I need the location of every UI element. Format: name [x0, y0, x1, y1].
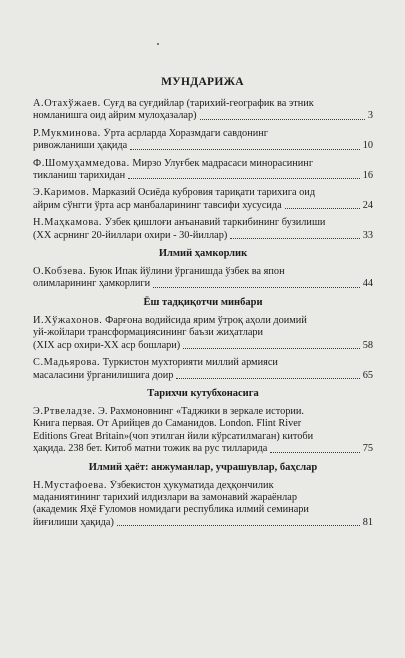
- toc-author: Э.Каримов.: [33, 187, 90, 199]
- toc-title-text: маданиятининг тарихий илдизлари ва замонавий жараёнлар: [33, 491, 297, 503]
- toc-entry: [33, 266, 373, 291]
- toc-title-text: йиғилиши ҳақида): [33, 516, 114, 528]
- toc-entry-last-line: [33, 278, 373, 290]
- toc-entry-text: [33, 110, 197, 122]
- toc-entry-last-line: [33, 110, 373, 122]
- page-number: 16: [362, 170, 373, 182]
- toc-entry: [33, 187, 373, 212]
- page-number: 65: [362, 369, 373, 381]
- toc-entry: [33, 315, 373, 352]
- toc-entry-line: [33, 158, 373, 170]
- speck-mark: [157, 43, 159, 45]
- toc-author: Э.Ртвеладзе.: [33, 405, 96, 417]
- dot-leader: [153, 286, 360, 288]
- toc-entry-line: [33, 315, 373, 327]
- toc-entry-last-line: [33, 370, 373, 382]
- toc-title-text: уй-жойлари трансформациясининг баъзи жиҳатлари: [33, 327, 264, 339]
- toc-entry-line: [33, 431, 373, 443]
- toc-entry-line: [33, 187, 373, 199]
- toc-entry-last-line: [33, 170, 373, 182]
- toc-author: С.Мадьярова.: [33, 357, 101, 369]
- toc-title-text: тикланиш тарихидан: [33, 170, 126, 182]
- toc-entry-line: [33, 98, 373, 110]
- page-number: 75: [362, 443, 373, 455]
- toc-title-text: Ўзбек қишлоғи анъанавий таркибининг бузилиши: [104, 217, 326, 229]
- toc-title-text: Буюк Ипак йўлини ўрганишда ўзбек ва япон: [88, 266, 285, 278]
- page-title: МУНДАРИЖА: [161, 76, 244, 88]
- toc-title-text: айрим сўнгги ўрта аср манбаларининг тавсифи хусусида: [33, 199, 282, 211]
- toc-title-text: масаласини ўрганилишига доир: [33, 369, 174, 381]
- toc-entry-text: [33, 278, 150, 290]
- toc-title-text: Мирзо Улуғбек мадрасаси минорасининг: [132, 157, 314, 169]
- toc-entry: [33, 217, 373, 242]
- page-number: 3: [367, 110, 373, 122]
- toc-title-text: Туркистон мухторияти миллий армияси: [102, 357, 278, 369]
- toc-title-text: олимларининг ҳамкорлиги: [33, 278, 151, 290]
- toc-entry-line: [33, 217, 373, 229]
- toc-title-text: (XIX аср охири-XX аср бошлари): [33, 339, 181, 351]
- toc-title-text: Editions Great Britain»(чоп этилган йили кўрсатилмаган) китоби: [33, 430, 314, 442]
- toc-author: И.Хўжахонов.: [33, 314, 103, 326]
- toc-entry-last-line: [33, 200, 373, 212]
- toc-author: Н.Маҳкамова.: [33, 217, 103, 229]
- toc-entry-text: [33, 140, 127, 152]
- toc-entry: [33, 480, 373, 530]
- dot-leader: [183, 347, 359, 349]
- toc-entry-last-line: [33, 443, 373, 455]
- section-heading: Илмий ҳамкорлик: [158, 248, 248, 260]
- section-heading: Тарихчи кутубхонасига: [147, 387, 259, 399]
- page-number: 24: [362, 199, 373, 211]
- section-heading: Ёш тадқиқотчи минбари: [143, 296, 263, 308]
- toc-entry-text: [33, 517, 114, 529]
- toc-entry: [33, 98, 373, 123]
- toc-title-text: Ўзбекистон ҳукуматида деҳқончилик: [109, 479, 274, 491]
- toc-entry: [33, 406, 373, 456]
- toc-entry-text: [33, 170, 125, 182]
- toc-title-text: ҳақида. 238 бет. Китоб матни тожик ва рус тилларида: [33, 443, 268, 455]
- toc-title-text: Фарғона водийсида ярим ўтроқ аҳоли доимий: [105, 314, 307, 326]
- toc-entry-last-line: [33, 230, 373, 242]
- toc-entry-last-line: [33, 140, 373, 152]
- toc-title-text: Книга первая. От Арийцев до Саманидов. London. Flint River: [33, 418, 302, 430]
- toc-entry-line: [33, 357, 373, 369]
- toc-entry-line: [33, 128, 373, 140]
- toc-entry-text: [33, 230, 227, 242]
- dot-leader: [200, 118, 365, 120]
- table-of-contents: [33, 98, 373, 534]
- toc-entry-line: [33, 480, 373, 492]
- toc-author: Ф.Шомуҳаммедова.: [33, 157, 130, 169]
- toc-entry-text: [33, 443, 267, 455]
- toc-author: Р.Мукминова.: [33, 127, 101, 139]
- toc-title-text: Э. Рахмоновнинг «Таджики в зеркале истории.: [98, 405, 305, 417]
- toc-title-text: Марказий Осиёда кубровия тариқати тарихига оид: [92, 187, 316, 199]
- toc-title-text: Ўрта асрларда Хоразмдаги савдонинг: [103, 127, 268, 139]
- toc-entry-last-line: [33, 340, 373, 352]
- toc-entry-line: [33, 266, 373, 278]
- dot-leader: [128, 177, 360, 179]
- toc-entry-line: [33, 406, 373, 418]
- toc-title-text: номланишга оид айрим мулоҳазалар): [33, 110, 197, 122]
- toc-title-text: (академик Яҳё Ғуломов номидаги республика илмий семинари: [33, 504, 309, 516]
- toc-entry-last-line: [33, 517, 373, 529]
- dot-leader: [230, 237, 359, 239]
- toc-author: А.Отахўжаев.: [33, 98, 101, 109]
- toc-title-text: ривожланиши ҳақида: [33, 140, 128, 152]
- toc-entry-line: [33, 418, 373, 430]
- dot-leader: [285, 207, 360, 209]
- toc-entry-line: [33, 492, 373, 504]
- dot-leader: [270, 451, 359, 453]
- page-number: 10: [362, 140, 373, 152]
- toc-entry-text: [33, 370, 173, 382]
- page-number: 33: [362, 229, 373, 241]
- page-number: 58: [362, 339, 373, 351]
- toc-entry-text: [33, 340, 180, 352]
- toc-entry-line: [33, 327, 373, 339]
- toc-author: Н.Мустафоева.: [33, 479, 108, 491]
- dot-leader: [176, 377, 359, 379]
- toc-author: О.Кобзева.: [33, 266, 87, 278]
- page-number: 81: [362, 516, 373, 528]
- toc-title-text: Суғд ва суғдийлар (тарихий-географик ва этник: [103, 98, 314, 109]
- toc-entry: [33, 357, 373, 382]
- toc-entry: [33, 128, 373, 153]
- section-heading: Илмий ҳаёт: анжуманлар, учрашувлар, баҳслар: [88, 461, 318, 473]
- toc-title-text: (XX асрнинг 20-йиллари охири - 30-йиллар): [33, 229, 228, 241]
- toc-entry: [33, 158, 373, 183]
- page-number: 44: [362, 278, 373, 290]
- toc-entry-line: [33, 504, 373, 516]
- dot-leader: [130, 148, 359, 150]
- toc-entry-text: [33, 200, 282, 212]
- dot-leader: [117, 524, 360, 526]
